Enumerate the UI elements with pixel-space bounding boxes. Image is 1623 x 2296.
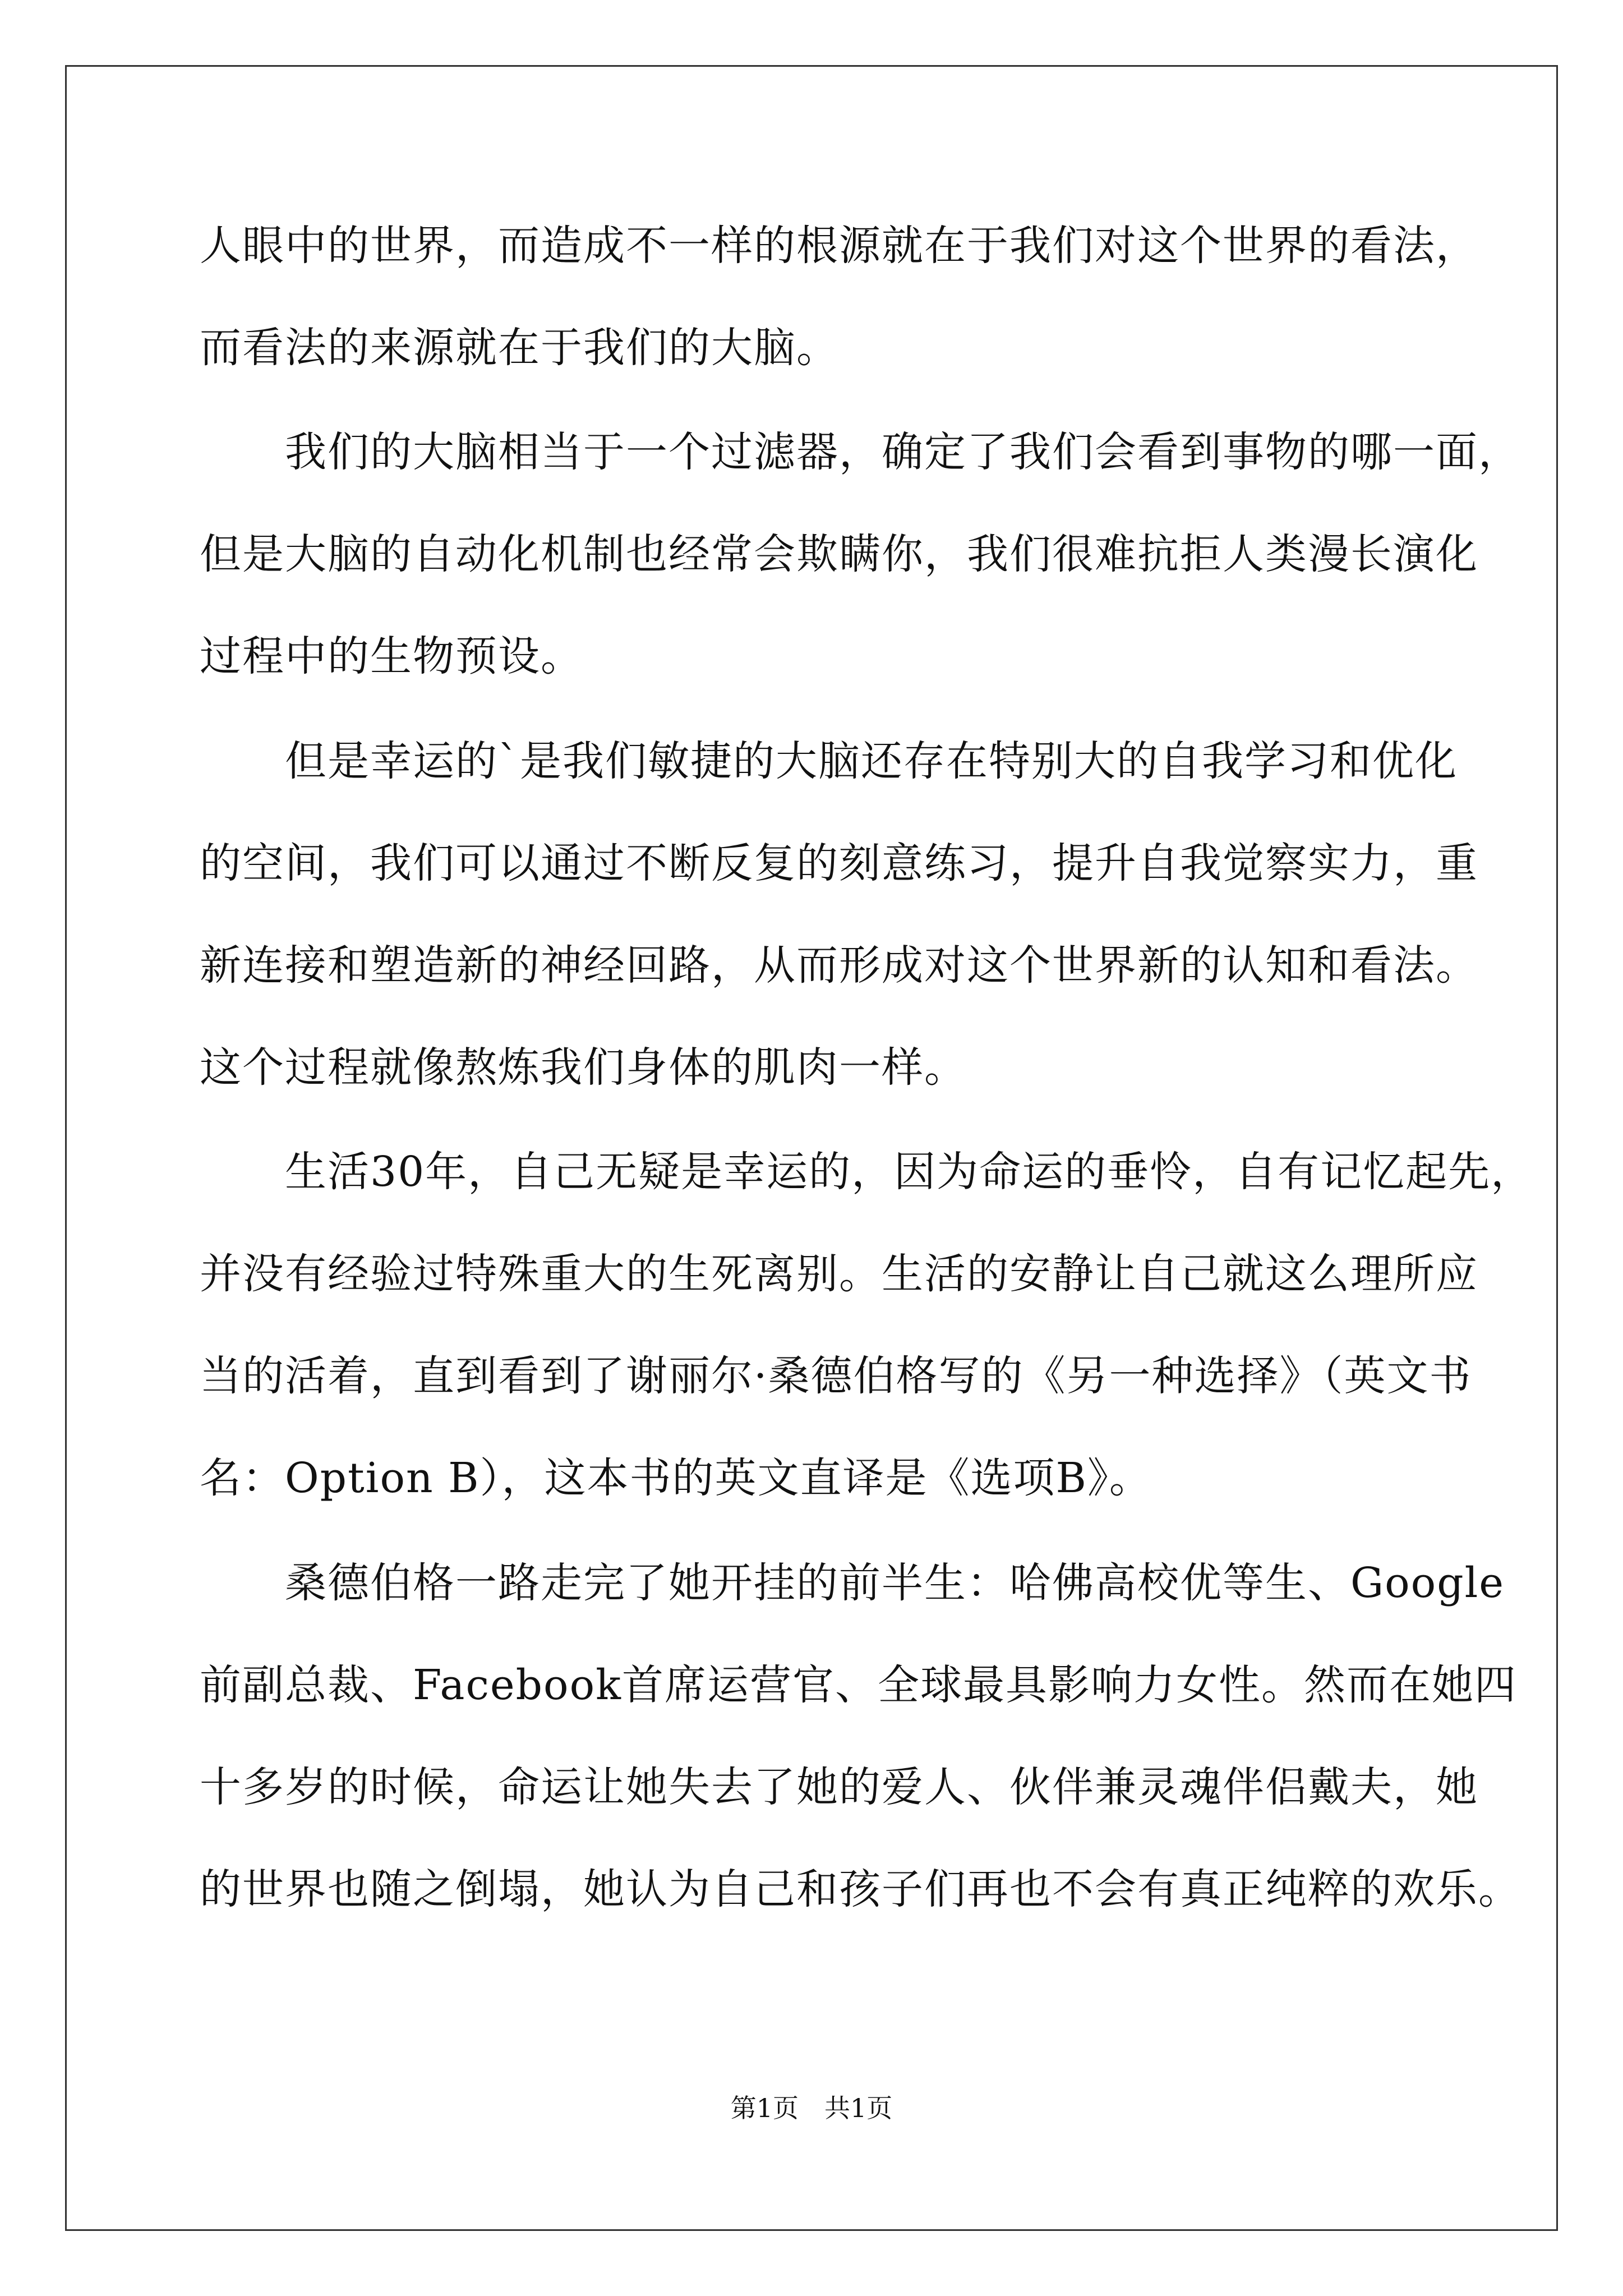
text-line-16: 十多岁的时候，命运让她失去了她的爱人、伙伴兼灵魂伴侣戴夫，她 <box>200 1763 1478 1811</box>
text-line-4: 但是大脑的自动化机制也经常会欺瞒你，我们很难抗拒人类漫长演化 <box>200 530 1478 578</box>
text-line-6: 但是幸运的`是我们敏捷的大脑还存在特别大的自我学习和优化 <box>200 737 1458 785</box>
text-line-1: 人眼中的世界，而造成不一样的根源就在于我们对这个世界的看法， <box>200 222 1478 270</box>
text-line-14: 桑德伯格一路走完了她开挂的前半生：哈佛高校优等生、Google <box>200 1559 1505 1607</box>
text-line-9: 这个过程就像熬炼我们身体的肌肉一样。 <box>200 1043 967 1092</box>
text-line-7: 的空间，我们可以通过不断反复的刻意练习，提升自我觉察实力，重 <box>200 839 1478 887</box>
text-line-15: 前副总裁、Facebook首席运营官、全球最具影响力女性。然而在她四 <box>200 1661 1517 1709</box>
text-line-2: 而看法的来源就在于我们的大脑。 <box>200 324 839 372</box>
text-line-5: 过程中的生物预设。 <box>200 632 583 680</box>
text-line-17: 的世界也随之倒塌，她认为自己和孩子们再也不会有真正纯粹的欢乐。 <box>200 1865 1521 1913</box>
text-line-13: 名：Option B），这本书的英文直译是《选项B》。 <box>200 1454 1152 1502</box>
text-line-11: 并没有经验过特殊重大的生死离别。生活的安静让自己就这么理所应 <box>200 1250 1478 1298</box>
page-number-footer: 第1页 共1页 <box>730 2093 893 2123</box>
text-line-3: 我们的大脑相当于一个过滤器，确定了我们会看到事物的哪一面， <box>200 428 1521 476</box>
text-line-12: 当的活着，直到看到了谢丽尔·桑德伯格写的《另一种选择》（英文书 <box>200 1352 1472 1400</box>
text-line-10: 生活30年，自己无疑是幸运的，因为命运的垂怜，自有记忆起先， <box>200 1148 1534 1196</box>
text-line-8: 新连接和塑造新的神经回路，从而形成对这个世界新的认知和看法。 <box>200 941 1478 990</box>
